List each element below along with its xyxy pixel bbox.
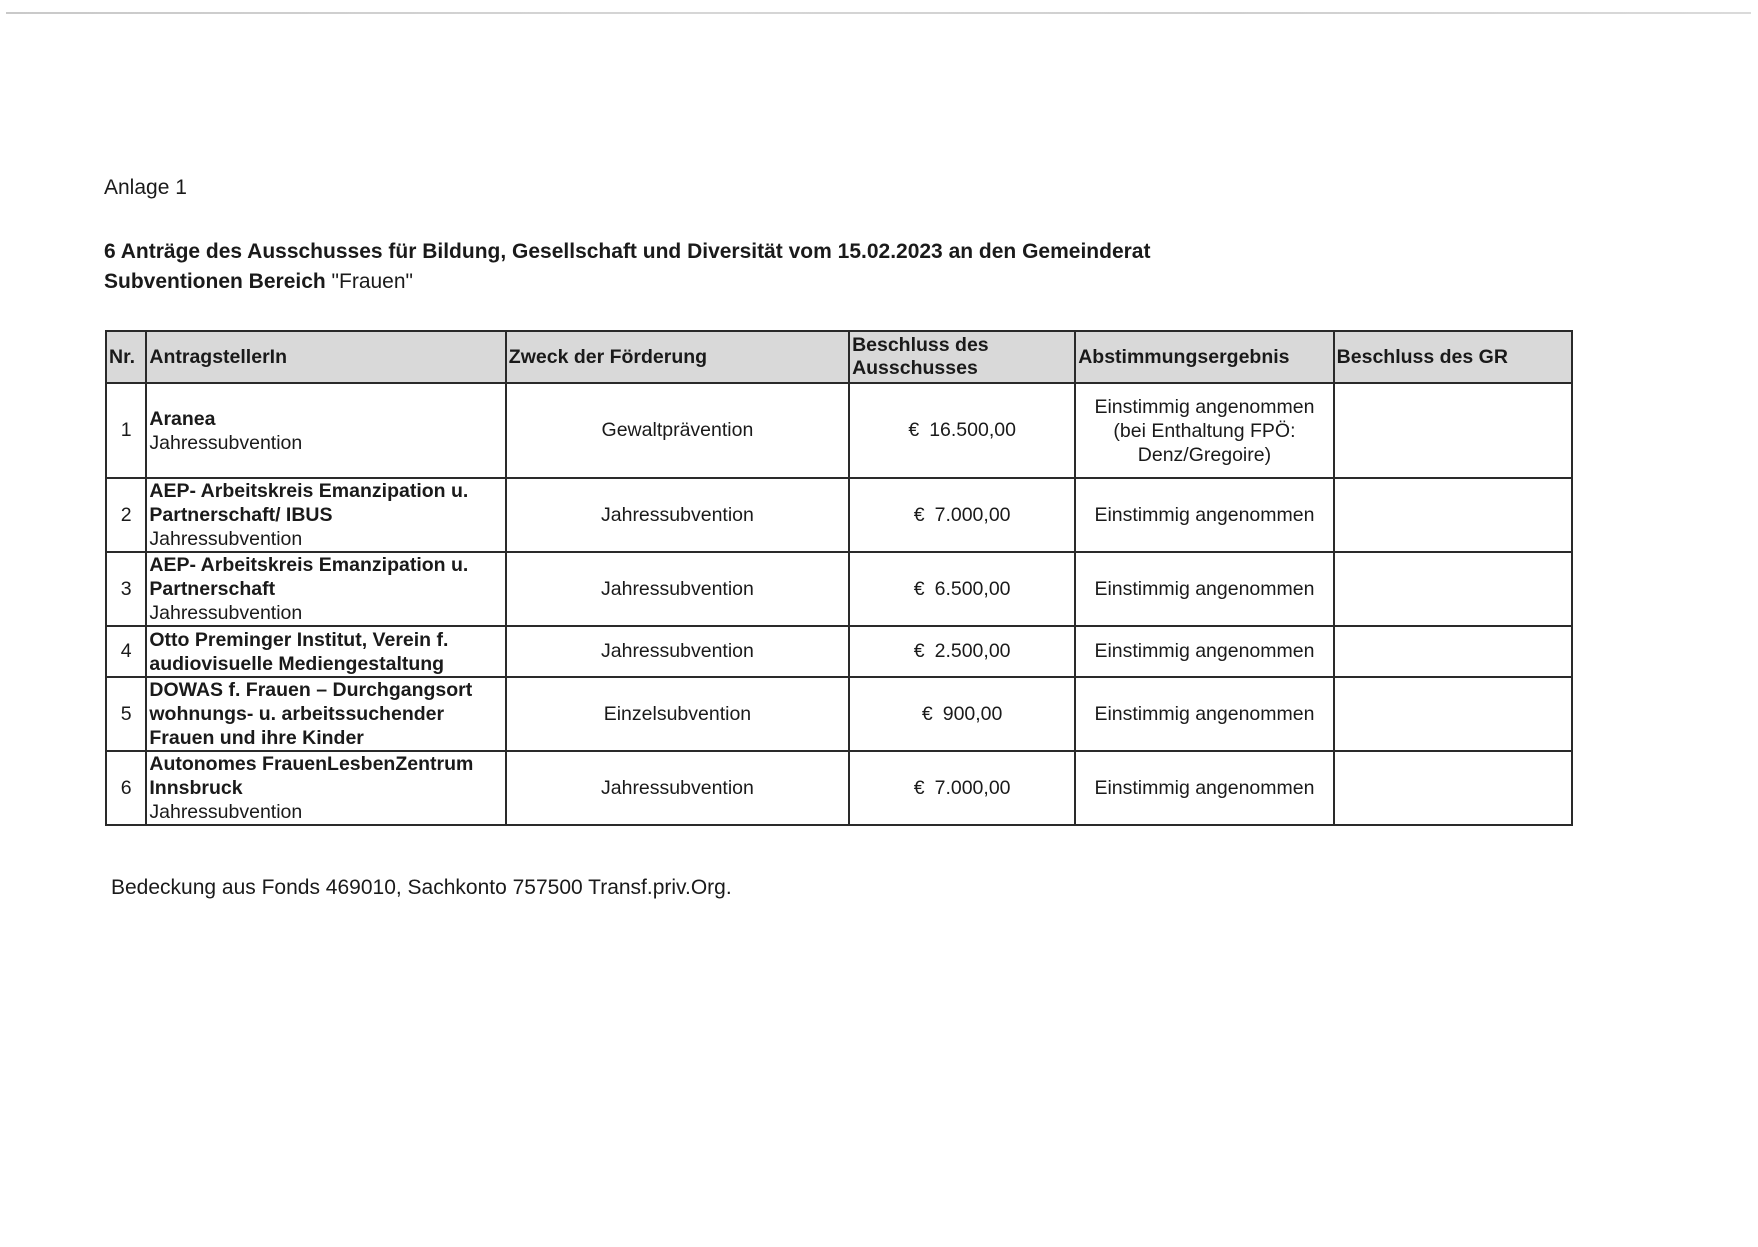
table-row xyxy=(106,626,1572,677)
amount-value: 900,00 xyxy=(942,702,1003,725)
table-row xyxy=(106,552,1572,626)
scan-edge-line xyxy=(6,12,1751,14)
cell-abstimmung: Einstimmig angenommen xyxy=(1075,751,1333,825)
cell-antragsteller xyxy=(146,552,505,626)
heading-line-1: 6 Anträge des Ausschusses für Bildung, Gesellschaft und Diversität vom 15.02.2023 an den Gemeinderat xyxy=(104,240,1151,263)
cell-abstimmung: Einstimmig angenommen xyxy=(1075,677,1333,751)
cell-abstimmung: Einstimmig angenommen (bei Enthaltung FPÖ: Denz/Gregoire) xyxy=(1075,383,1333,478)
currency-symbol: € xyxy=(913,577,925,600)
amount-value: 16.500,00 xyxy=(929,419,1016,441)
coverage-note: Bedeckung aus Fonds 469010, Sachkonto 757500 Transf.priv.Org. xyxy=(111,876,732,899)
name-line: audiovisuelle Mediengestaltung xyxy=(149,652,445,675)
header-zweck: Zweck der Förderung xyxy=(506,331,849,383)
cell-zweck: Jahressubvention xyxy=(506,478,849,552)
cell-antragsteller xyxy=(146,677,505,751)
cell-nr: 1 xyxy=(106,383,146,478)
name-line: Frauen und ihre Kinder xyxy=(149,727,364,749)
cell-gr xyxy=(1334,552,1572,626)
name-line: DOWAS f. Frauen – Durchgangsort xyxy=(149,679,473,701)
name-sub: Jahressubvention xyxy=(149,431,303,454)
cell-zweck: Gewaltprävention xyxy=(506,383,849,478)
amount-value: 2.500,00 xyxy=(934,640,1011,662)
table-row xyxy=(106,383,1572,478)
currency-symbol: € xyxy=(913,640,925,662)
name-line: Partnerschaft xyxy=(149,578,276,600)
name-line: Innsbruck xyxy=(149,777,243,799)
currency-symbol: € xyxy=(921,702,933,725)
name-line: Partnerschaft/ IBUS xyxy=(149,504,333,526)
cell-zweck: Jahressubvention xyxy=(506,552,849,626)
name-line: AEP- Arbeitskreis Emanzipation u. xyxy=(149,480,469,502)
header-gr: Beschluss des GR xyxy=(1334,331,1572,383)
cell-abstimmung: Einstimmig angenommen xyxy=(1075,478,1333,552)
cell-antragsteller xyxy=(146,478,505,552)
currency-symbol: € xyxy=(913,503,925,526)
table-row xyxy=(106,478,1572,552)
cell-antragsteller xyxy=(146,383,505,478)
currency-symbol: € xyxy=(908,419,920,441)
cell-zweck: Jahressubvention xyxy=(506,751,849,825)
heading-line-2: Subventionen Bereich "Frauen" xyxy=(104,270,413,293)
cell-zweck: Jahressubvention xyxy=(506,626,849,677)
cell-nr: 5 xyxy=(106,677,146,751)
cell-nr: 2 xyxy=(106,478,146,552)
cell-antragsteller xyxy=(146,751,505,825)
amount-value: 6.500,00 xyxy=(934,577,1011,600)
cell-beschluss xyxy=(849,478,1075,552)
cell-abstimmung: Einstimmig angenommen xyxy=(1075,552,1333,626)
cell-beschluss xyxy=(849,751,1075,825)
cell-beschluss xyxy=(849,626,1075,677)
name-line: Autonomes FrauenLesbenZentrum xyxy=(149,753,474,775)
table-row xyxy=(106,751,1572,825)
document-heading xyxy=(104,237,1150,297)
table-header-row xyxy=(106,331,1572,383)
cell-beschluss xyxy=(849,552,1075,626)
name-line: wohnungs- u. arbeitssuchender xyxy=(149,703,445,725)
cell-gr xyxy=(1334,677,1572,751)
header-abstimmung: Abstimmungsergebnis xyxy=(1075,331,1333,383)
currency-symbol: € xyxy=(913,776,925,799)
header-antragsteller: AntragstellerIn xyxy=(146,331,505,383)
cell-beschluss xyxy=(849,383,1075,478)
cell-beschluss xyxy=(849,677,1075,751)
cell-zweck: Einzelsubvention xyxy=(506,677,849,751)
cell-gr xyxy=(1334,383,1572,478)
name-line: Otto Preminger Institut, Verein f. xyxy=(149,628,449,651)
amount-value: 7.000,00 xyxy=(934,503,1011,526)
cell-nr: 6 xyxy=(106,751,146,825)
cell-abstimmung: Einstimmig angenommen xyxy=(1075,626,1333,677)
anlage-label: Anlage 1 xyxy=(104,176,187,199)
cell-gr xyxy=(1334,751,1572,825)
cell-antragsteller xyxy=(146,626,505,677)
cell-nr: 3 xyxy=(106,552,146,626)
cell-gr xyxy=(1334,478,1572,552)
name-line: AEP- Arbeitskreis Emanzipation u. xyxy=(149,554,469,576)
name-sub: Jahressubvention xyxy=(149,602,303,624)
header-nr: Nr. xyxy=(106,331,146,383)
subventions-table xyxy=(105,330,1573,826)
table-row xyxy=(106,677,1572,751)
name-line: Aranea xyxy=(149,407,216,430)
cell-nr: 4 xyxy=(106,626,146,677)
amount-value: 7.000,00 xyxy=(934,776,1011,799)
header-beschluss: Beschluss des Ausschusses xyxy=(849,331,1075,383)
name-sub: Jahressubvention xyxy=(149,528,303,550)
name-sub: Jahressubvention xyxy=(149,801,303,823)
cell-gr xyxy=(1334,626,1572,677)
